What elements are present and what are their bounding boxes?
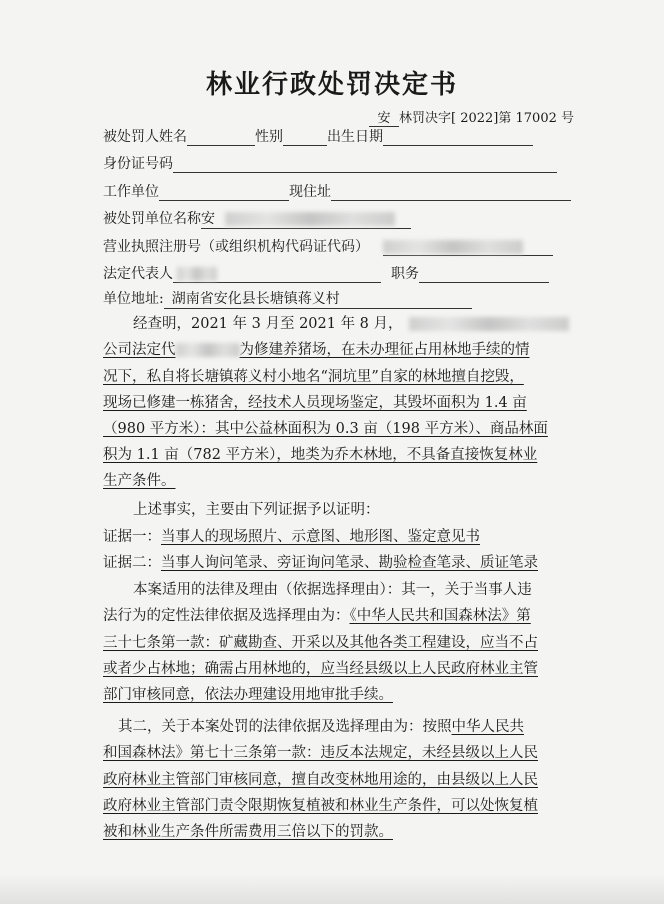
work-label: 工作单位 [103, 184, 159, 200]
penalty-text-2: 和国森林法》第七十三条第一款：违反本法规定，未经县级以上人民 [103, 745, 538, 761]
facts-line-1 [133, 314, 595, 334]
law-text-3: 三十七条第一款：矿藏勘查、开采以及其他各类工程建设，应当不占 [103, 635, 538, 651]
name-label: 被处罚人姓名 [103, 129, 187, 145]
legal-rep-field [173, 266, 381, 283]
law-line-4 [103, 659, 565, 679]
birth-label: 出生日期 [327, 129, 383, 145]
law-line-5 [103, 685, 565, 705]
facts-text-6: 积为 1.1 亩（782 平方米），地类为乔木林地，不具备直接恢复林业 [103, 447, 538, 463]
redacted-unit-name [225, 212, 395, 226]
work-row [103, 181, 571, 201]
penalty-text-3: 政府林业主管部门审核同意，擅自改变林地用途的，由县级以上人民 [103, 772, 538, 788]
unit-address-value: 湖南省安化县长塘镇蒋义村 [164, 288, 472, 309]
facts-text-2a: 公司法定代 [103, 342, 176, 358]
evidence-1-value: 当事人的现场照片、示意图、地形图、鉴定意见书 [161, 529, 480, 545]
gender-label: 性别 [255, 129, 283, 145]
law-text-2a: 法行为的定性法律依据及选择理由为： [103, 608, 350, 624]
position-blank [419, 268, 549, 283]
evidence-2 [103, 553, 565, 573]
work-blank [159, 186, 289, 201]
gender-blank [283, 131, 327, 146]
penalty-text-5: 被和林业生产条件所需费用三倍以下的罚款。 [103, 824, 393, 840]
redacted-license [383, 240, 523, 254]
facts-text-7: 生产条件。 [103, 473, 176, 489]
law-line-2 [103, 606, 565, 626]
facts-text-1: 经查明，2021 年 3 月至 2021 年 8 月， [133, 316, 403, 332]
position-label: 职务 [391, 266, 419, 282]
facts-text-3: 况下，私自将长塘镇蒋义村小地名“洞坑里”自家的林地擅自挖毁， [103, 369, 524, 385]
id-label: 身份证号码 [103, 156, 173, 172]
redacted-legal-rep [177, 267, 217, 281]
name-row [103, 126, 533, 146]
redacted-facts-2 [176, 343, 240, 357]
id-row [103, 153, 557, 173]
evidence-1-label: 证据一： [103, 529, 161, 545]
evidence-2-label: 证据二： [103, 555, 161, 571]
doc-number-prefix: 安 [369, 107, 399, 127]
facts-text-5: （980 平方米）：其中公益林面积为 0.3 亩（198 平方米）、商品林面 [103, 421, 548, 437]
facts-line-4 [103, 393, 565, 413]
penalty-line-4 [103, 796, 565, 816]
penalty-text-1b: 中华人民共 [451, 719, 524, 735]
facts-line-6 [103, 445, 565, 465]
legal-rep-label: 法定代表人 [103, 266, 173, 282]
address-label: 现住址 [289, 184, 331, 200]
name-blank [187, 131, 255, 146]
evidence-1 [103, 527, 565, 547]
document-number [369, 107, 574, 127]
id-blank [173, 158, 557, 173]
unit-address-label: 单位地址: [103, 291, 164, 307]
law-line-3 [103, 633, 565, 653]
birth-blank [383, 131, 533, 146]
unit-address-row [103, 288, 472, 309]
penalty-line-5 [103, 822, 565, 842]
document-title: 林业行政处罚决定书 [205, 70, 458, 100]
unit-name-label: 被处罚单位名称 [103, 211, 201, 227]
unit-name-row [103, 208, 411, 229]
license-field [383, 239, 553, 256]
page-shadow [0, 874, 664, 904]
penalty-text-4: 政府林业主管部门责令限期恢复植被和林业生产条件，可以处恢复植 [103, 798, 538, 814]
facts-line-2 [103, 340, 565, 360]
facts-line-3 [103, 367, 565, 387]
law-line-1: 本案适用的法律及理由（依据选择理由）：其一，关于当事人违 [133, 582, 532, 598]
facts-text-4: 现场已修建一栋猪舍，经技术人员现场鉴定，其毁坏面积为 1.4 亩 [103, 395, 527, 411]
penalty-line-2 [103, 743, 565, 763]
evidence-intro: 上述事实，主要由下列证据予以证明： [133, 502, 380, 518]
unit-name-prefix: 安 [201, 211, 215, 227]
address-blank [331, 186, 571, 201]
facts-line-7 [103, 471, 565, 491]
license-row [103, 236, 553, 256]
legal-rep-row [103, 263, 549, 283]
law-text-4: 或者少占林地；确需占用林地的，应当经县级以上人民政府林业主管 [103, 661, 538, 677]
penalty-line-1 [118, 717, 580, 737]
redacted-facts-1 [409, 317, 569, 331]
evidence-2-value: 当事人询问笔录、旁证询问笔录、勘验检查笔录、质证笔录 [161, 555, 538, 571]
facts-line-5 [103, 419, 565, 439]
doc-number-text: 林罚决字[ 2022]第 17002 号 [399, 111, 574, 126]
law-text-5: 部门审核同意，依法办理建设用地审批手续。 [103, 687, 393, 703]
law-text-2b: 《中华人民共和国森林法》第 [349, 608, 531, 624]
penalty-text-1a: 其二，关于本案处罚的法律依据及选择理由为：按照 [118, 719, 452, 735]
license-label: 营业执照注册号（或组织机构代码证代码） [103, 239, 369, 255]
penalty-line-3 [103, 770, 565, 790]
unit-name-field [201, 208, 411, 229]
facts-text-2b: 为修建养猪场，在未办理征占用林地手续的情 [239, 342, 530, 358]
